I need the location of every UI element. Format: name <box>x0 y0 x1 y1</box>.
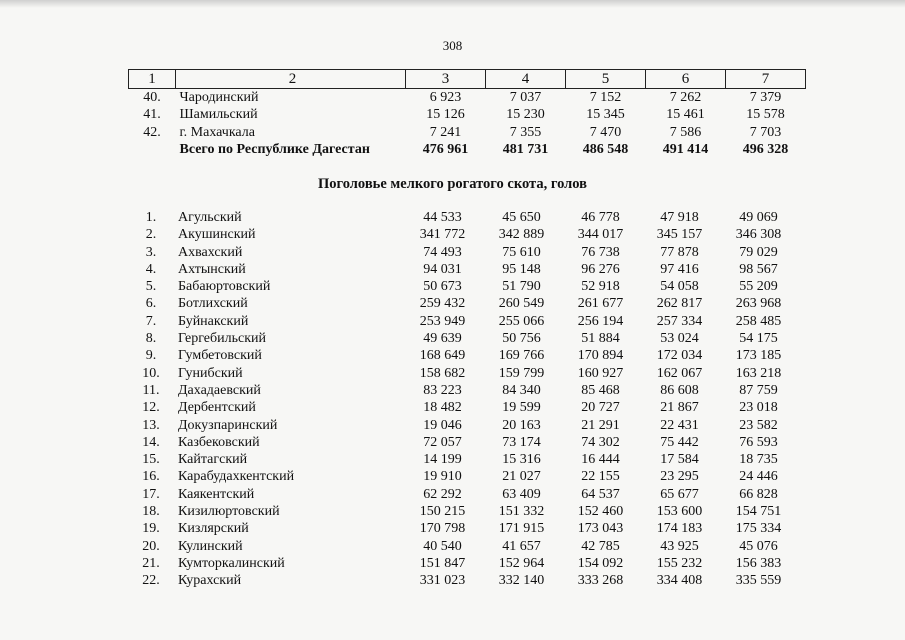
value-cell: 22 155 <box>581 469 620 485</box>
value-cell: 152 964 <box>498 555 545 571</box>
row-number: 3. <box>145 244 157 260</box>
value-cell: 72 057 <box>423 434 462 450</box>
value-cell: 15 230 <box>506 107 545 123</box>
value-cell: 7 241 <box>429 124 462 140</box>
value-cell: 331 023 <box>419 573 466 589</box>
total-row <box>129 141 806 158</box>
row-number: 22. <box>142 573 160 589</box>
value-cell: 7 262 <box>669 90 702 105</box>
district-name: Гумбетовский <box>178 348 262 364</box>
table-row <box>128 313 798 330</box>
value-cell: 15 316 <box>502 452 541 468</box>
value-cell: 49 639 <box>423 331 462 347</box>
value-cell: 257 334 <box>656 313 703 329</box>
value-cell: 7 379 <box>749 90 782 105</box>
row-number: 16. <box>142 469 160 485</box>
row-number: 6. <box>145 296 157 312</box>
value-cell: 79 029 <box>739 244 778 260</box>
total-value-cell: 486 548 <box>582 141 629 157</box>
table-row <box>128 468 798 485</box>
district-name: г. Махачкала <box>179 124 255 140</box>
district-name: Гунибский <box>178 365 243 381</box>
value-cell: 344 017 <box>577 227 624 243</box>
table-row <box>129 124 806 141</box>
value-cell: 150 215 <box>419 504 466 520</box>
value-cell: 171 915 <box>498 521 545 537</box>
table-row <box>128 261 798 278</box>
district-name: Акушинский <box>178 227 256 243</box>
value-cell: 163 218 <box>735 365 782 381</box>
table-row <box>128 434 798 451</box>
table-row <box>128 572 798 589</box>
value-cell: 83 223 <box>423 382 462 398</box>
value-cell: 20 163 <box>502 417 541 433</box>
district-name: Гергебильский <box>178 331 266 347</box>
row-number: 11. <box>142 382 160 398</box>
row-number: 17. <box>142 486 160 502</box>
district-name: Кизилюртовский <box>178 504 280 520</box>
value-cell: 335 559 <box>735 573 782 589</box>
row-number: 20. <box>142 538 160 554</box>
table-row <box>128 295 798 312</box>
table-row <box>128 278 798 295</box>
value-cell: 77 878 <box>660 244 699 260</box>
value-cell: 334 408 <box>656 573 703 589</box>
table-row <box>128 226 798 243</box>
value-cell: 7 037 <box>509 90 542 105</box>
header-cell: 7 <box>726 70 806 89</box>
district-name: Кайтагский <box>178 452 248 468</box>
value-cell: 256 194 <box>577 313 624 329</box>
district-name: Агульский <box>178 210 242 225</box>
value-cell: 21 867 <box>660 400 699 416</box>
table-row <box>128 365 798 382</box>
value-cell: 152 460 <box>577 504 624 520</box>
sheep-goat-table <box>128 209 798 590</box>
row-number: 19. <box>142 521 160 537</box>
value-cell: 42 785 <box>581 538 620 554</box>
value-cell: 54 175 <box>739 331 778 347</box>
table-row <box>129 106 806 123</box>
empty-cell <box>129 141 176 158</box>
value-cell: 24 446 <box>739 469 778 485</box>
value-cell: 17 584 <box>660 452 699 468</box>
row-number: 10. <box>142 365 160 381</box>
district-name: Дербентский <box>178 400 256 416</box>
value-cell: 64 537 <box>581 486 620 502</box>
value-cell: 260 549 <box>498 296 545 312</box>
value-cell: 76 593 <box>739 434 778 450</box>
value-cell: 158 682 <box>419 365 466 381</box>
value-cell: 76 738 <box>581 244 620 260</box>
district-name: Буйнакский <box>178 313 249 329</box>
row-number: 5. <box>145 279 157 295</box>
value-cell: 63 409 <box>502 486 541 502</box>
value-cell: 332 140 <box>498 573 545 589</box>
value-cell: 15 578 <box>746 107 785 123</box>
value-cell: 255 066 <box>498 313 545 329</box>
value-cell: 19 599 <box>502 400 541 416</box>
value-cell: 345 157 <box>656 227 703 243</box>
row-number: 9. <box>145 348 157 364</box>
value-cell: 253 949 <box>419 313 466 329</box>
value-cell: 341 772 <box>419 227 466 243</box>
row-number: 12. <box>142 400 160 416</box>
table-row <box>128 347 798 364</box>
header-cell: 5 <box>566 70 646 89</box>
value-cell: 261 677 <box>577 296 624 312</box>
value-cell: 154 751 <box>735 504 782 520</box>
value-cell: 169 766 <box>498 348 545 364</box>
value-cell: 160 927 <box>577 365 624 381</box>
value-cell: 22 431 <box>660 417 699 433</box>
value-cell: 44 533 <box>423 210 462 225</box>
value-cell: 23 295 <box>660 469 699 485</box>
value-cell: 263 968 <box>735 296 782 312</box>
row-number: 15. <box>142 452 160 468</box>
value-cell: 173 185 <box>735 348 782 364</box>
value-cell: 155 232 <box>656 555 703 571</box>
total-value-cell: 496 328 <box>742 141 789 157</box>
header-cell: 6 <box>646 70 726 89</box>
value-cell: 6 923 <box>429 90 462 105</box>
value-cell: 87 759 <box>739 382 778 398</box>
value-cell: 51 884 <box>581 331 620 347</box>
continued-table <box>128 69 806 158</box>
district-name: Дахадаевский <box>178 382 261 398</box>
district-name: Кулинский <box>178 538 243 554</box>
value-cell: 41 657 <box>502 538 541 554</box>
district-name: Курахский <box>178 573 242 589</box>
row-number: 18. <box>142 504 160 520</box>
value-cell: 259 432 <box>419 296 466 312</box>
table-row <box>128 538 798 555</box>
district-name: Чародинский <box>179 90 259 105</box>
table-row <box>128 382 798 399</box>
value-cell: 262 817 <box>656 296 703 312</box>
value-cell: 85 468 <box>581 382 620 398</box>
value-cell: 51 790 <box>502 279 541 295</box>
value-cell: 170 798 <box>419 521 466 537</box>
value-cell: 162 067 <box>656 365 703 381</box>
value-cell: 170 894 <box>577 348 624 364</box>
value-cell: 333 268 <box>577 573 624 589</box>
value-cell: 96 276 <box>581 261 620 277</box>
value-cell: 21 027 <box>502 469 541 485</box>
header-cell: 2 <box>176 70 406 89</box>
value-cell: 73 174 <box>502 434 541 450</box>
value-cell: 154 092 <box>577 555 624 571</box>
district-name: Кумторкалинский <box>178 555 285 571</box>
table-row <box>128 503 798 520</box>
value-cell: 43 925 <box>660 538 699 554</box>
value-cell: 168 649 <box>419 348 466 364</box>
table-row <box>128 555 798 572</box>
row-number: 14. <box>142 434 160 450</box>
value-cell: 18 735 <box>739 452 778 468</box>
column-number-header <box>129 70 806 89</box>
value-cell: 50 673 <box>423 279 462 295</box>
value-cell: 74 493 <box>423 244 462 260</box>
value-cell: 23 582 <box>739 417 778 433</box>
row-number: 40. <box>143 90 161 105</box>
table-row <box>128 399 798 416</box>
value-cell: 54 058 <box>660 279 699 295</box>
value-cell: 98 567 <box>739 261 778 277</box>
header-cell: 3 <box>406 70 486 89</box>
value-cell: 175 334 <box>735 521 782 537</box>
table-row <box>128 244 798 261</box>
value-cell: 173 043 <box>577 521 624 537</box>
district-name: Каякентский <box>178 486 255 502</box>
table-row <box>128 417 798 434</box>
header-cell: 1 <box>129 70 176 89</box>
value-cell: 15 345 <box>586 107 625 123</box>
value-cell: 7 152 <box>589 90 622 105</box>
row-number: 2. <box>145 227 157 243</box>
table-row <box>128 330 798 347</box>
value-cell: 74 302 <box>581 434 620 450</box>
section-title: Поголовье мелкого рогатого скота, голов <box>317 176 587 192</box>
value-cell: 151 847 <box>419 555 466 571</box>
value-cell: 40 540 <box>423 538 462 554</box>
table-row <box>128 486 798 503</box>
row-number: 8. <box>145 331 157 347</box>
district-name: Докузпаринский <box>178 417 278 433</box>
value-cell: 159 799 <box>498 365 545 381</box>
value-cell: 7 586 <box>669 124 702 140</box>
value-cell: 7 355 <box>509 124 542 140</box>
value-cell: 342 889 <box>498 227 545 243</box>
value-cell: 19 910 <box>423 469 462 485</box>
value-cell: 21 291 <box>581 417 620 433</box>
row-number: 41. <box>143 107 161 123</box>
total-label: Всего по Республике Дагестан <box>179 141 370 157</box>
value-cell: 62 292 <box>423 486 462 502</box>
value-cell: 45 650 <box>502 210 541 225</box>
district-name: Бабаюртовский <box>178 279 271 295</box>
value-cell: 55 209 <box>739 279 778 295</box>
value-cell: 23 018 <box>739 400 778 416</box>
value-cell: 75 610 <box>502 244 541 260</box>
row-number: 21. <box>142 555 160 571</box>
value-cell: 66 828 <box>739 486 778 502</box>
value-cell: 7 703 <box>749 124 782 140</box>
value-cell: 15 126 <box>426 107 465 123</box>
page-number: 308 <box>442 38 463 53</box>
value-cell: 65 677 <box>660 486 699 502</box>
value-cell: 15 461 <box>666 107 705 123</box>
row-number: 42. <box>143 124 161 140</box>
district-name: Ахтынский <box>178 261 246 277</box>
table-row <box>128 209 798 226</box>
table-row <box>128 451 798 468</box>
value-cell: 174 183 <box>656 521 703 537</box>
row-number: 1. <box>145 210 157 225</box>
value-cell: 45 076 <box>739 538 778 554</box>
header-cell: 4 <box>486 70 566 89</box>
value-cell: 19 046 <box>423 417 462 433</box>
value-cell: 20 727 <box>581 400 620 416</box>
district-name: Ахвахский <box>178 244 243 260</box>
district-name: Казбековский <box>178 434 260 450</box>
value-cell: 84 340 <box>502 382 541 398</box>
total-value-cell: 491 414 <box>662 141 709 157</box>
value-cell: 47 918 <box>660 210 699 225</box>
value-cell: 95 148 <box>502 261 541 277</box>
value-cell: 86 608 <box>660 382 699 398</box>
value-cell: 46 778 <box>581 210 620 225</box>
value-cell: 52 918 <box>581 279 620 295</box>
value-cell: 172 034 <box>656 348 703 364</box>
value-cell: 75 442 <box>660 434 699 450</box>
row-number: 13. <box>142 417 160 433</box>
row-number: 7. <box>145 313 157 329</box>
value-cell: 49 069 <box>739 210 778 225</box>
scan-edge-shadow <box>0 0 905 8</box>
value-cell: 151 332 <box>498 504 545 520</box>
value-cell: 346 308 <box>735 227 782 243</box>
value-cell: 53 024 <box>660 331 699 347</box>
value-cell: 156 383 <box>735 555 782 571</box>
district-name: Шамильский <box>179 107 258 123</box>
district-name: Кизлярский <box>178 521 249 537</box>
table-row <box>128 520 798 537</box>
district-name: Карабудахкентский <box>178 469 295 485</box>
value-cell: 14 199 <box>423 452 462 468</box>
value-cell: 16 444 <box>581 452 620 468</box>
total-value-cell: 481 731 <box>502 141 549 157</box>
value-cell: 258 485 <box>735 313 782 329</box>
value-cell: 18 482 <box>423 400 462 416</box>
district-name: Ботлихский <box>178 296 248 312</box>
table-row <box>129 89 806 107</box>
value-cell: 97 416 <box>660 261 699 277</box>
row-number: 4. <box>145 261 157 277</box>
total-value-cell: 476 961 <box>422 141 469 157</box>
value-cell: 50 756 <box>502 331 541 347</box>
value-cell: 153 600 <box>656 504 703 520</box>
value-cell: 7 470 <box>589 124 622 140</box>
value-cell: 94 031 <box>423 261 462 277</box>
